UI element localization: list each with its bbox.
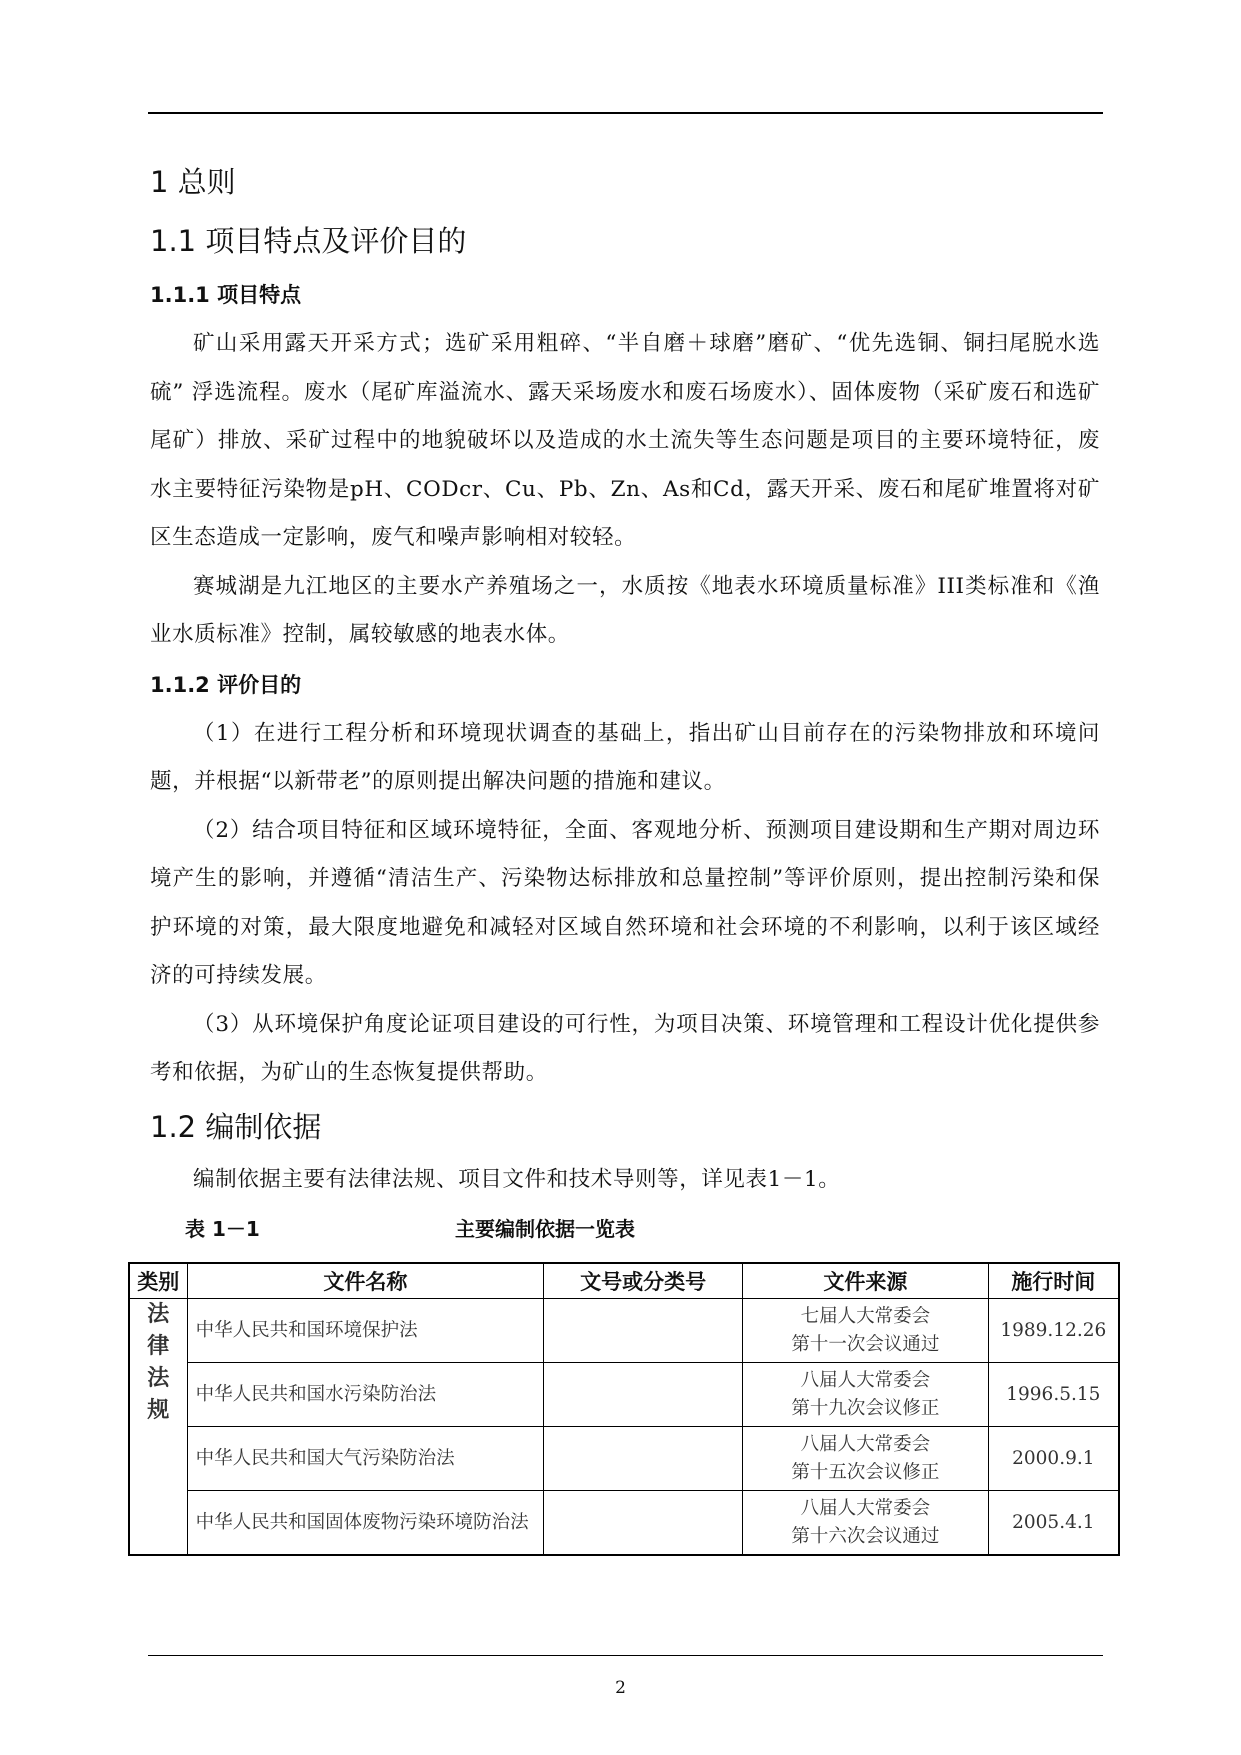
header-source: 文件来源 xyxy=(743,1263,988,1299)
header-rule xyxy=(148,112,1103,114)
section-heading-1-1-2: 1.1.2 评价目的 xyxy=(150,672,302,697)
source-line: 八届人大常委会 xyxy=(800,1369,931,1391)
paragraph-basis-intro: 编制依据主要有法律法规、项目文件和技术导则等，详见表1－1。 xyxy=(193,1166,841,1192)
table-row xyxy=(129,1427,1119,1491)
cell-source xyxy=(743,1491,988,1556)
cell-date: 1996.5.15 xyxy=(988,1363,1119,1427)
paragraph-purpose-3: （3）从环境保护角度论证项目建设的可行性，为项目决策、环境管理和工程设计优化提供参考和依据，为矿山的生态恢复提供帮助。 xyxy=(150,1011,1100,1085)
table-header-row xyxy=(129,1263,1119,1299)
header-effective-date: 施行时间 xyxy=(988,1263,1119,1299)
cell-source xyxy=(743,1363,988,1427)
cell-date: 2005.4.1 xyxy=(988,1491,1119,1556)
cell-file-name: 中华人民共和国环境保护法 xyxy=(187,1299,544,1363)
section-heading-1-1: 1.1 项目特点及评价目的 xyxy=(150,224,467,258)
section-heading-1-2: 1.2 编制依据 xyxy=(150,1109,322,1144)
source-line: 七届人大常委会 xyxy=(800,1305,931,1327)
table-row xyxy=(129,1363,1119,1427)
source-line: 第十一次会议通过 xyxy=(791,1333,940,1355)
footer-rule xyxy=(148,1655,1103,1656)
document-body xyxy=(150,140,1100,1254)
category-cell xyxy=(129,1299,187,1556)
cell-source xyxy=(743,1299,988,1363)
category-char: 法 xyxy=(147,1366,170,1391)
cell-file-name: 中华人民共和国大气污染防治法 xyxy=(187,1427,544,1491)
source-line: 第十九次会议修正 xyxy=(791,1397,940,1419)
source-line: 第十五次会议修正 xyxy=(791,1461,940,1483)
cell-date: 2000.9.1 xyxy=(988,1427,1119,1491)
table-caption-number: 表 1－1 xyxy=(185,1217,260,1241)
category-char: 律 xyxy=(147,1334,170,1359)
header-doc-number: 文号或分类号 xyxy=(544,1263,743,1299)
header-category: 类别 xyxy=(129,1263,187,1299)
table-row xyxy=(129,1299,1119,1363)
table-caption xyxy=(150,1204,1100,1254)
source-line: 第十六次会议通过 xyxy=(791,1525,940,1547)
section-heading-1-1-1: 1.1.1 项目特点 xyxy=(150,283,302,307)
table-caption-title: 主要编制依据一览表 xyxy=(455,1217,635,1241)
table-row xyxy=(129,1491,1119,1556)
paragraph-purpose-2: （2）结合项目特征和区域环境特征，全面、客观地分析、预测项目建设期和生产期对周边环境产生的影响，并遵循“清洁生产、污染物达标排放和总量控制”等评价原则，提出控制污染和保护环境的对策，最大限度地避免和减轻对区域自然环境和社会环境的不利影响，以利于该区域经济的可持续发展。 xyxy=(150,817,1100,988)
cell-doc-number xyxy=(544,1299,743,1363)
cell-doc-number xyxy=(544,1363,743,1427)
source-line: 八届人大常委会 xyxy=(800,1497,931,1519)
source-line: 八届人大常委会 xyxy=(800,1433,931,1455)
page-number: 2 xyxy=(615,1678,626,1698)
cell-file-name: 中华人民共和国水污染防治法 xyxy=(187,1363,544,1427)
section-heading-1: 1 总则 xyxy=(150,165,236,199)
basis-table xyxy=(128,1262,1120,1556)
cell-date: 1989.12.26 xyxy=(988,1299,1119,1363)
cell-doc-number xyxy=(544,1491,743,1556)
paragraph-saicheng-lake: 赛城湖是九江地区的主要水产养殖场之一，水质按《地表水环境质量标准》III类标准和《渔业水质标准》控制，属较敏感的地表水体。 xyxy=(150,573,1100,647)
cell-file-name: 中华人民共和国固体废物污染环境防治法 xyxy=(187,1491,544,1556)
category-char: 规 xyxy=(147,1398,170,1423)
cell-source xyxy=(743,1427,988,1491)
category-char: 法 xyxy=(147,1302,170,1327)
header-file-name: 文件名称 xyxy=(187,1263,544,1299)
cell-doc-number xyxy=(544,1427,743,1491)
paragraph-purpose-1: （1）在进行工程分析和环境现状调查的基础上，指出矿山目前存在的污染物排放和环境问题，并根据“以新带老”的原则提出解决问题的措施和建议。 xyxy=(150,720,1100,794)
paragraph-project-features: 矿山采用露天开采方式；选矿采用粗碎、“半自磨＋球磨”磨矿、“优先选铜、铜扫尾脱水选硫” 浮选流程。废水（尾矿库溢流水、露天采场废水和废石场废水）、固体废物（采矿废石和选矿尾矿）排放、采矿过程中的地貌破坏以及造成的水土流失等生态问题是项目的主要环境特征，废水主要特征污染物是pH、CODcr、Cu、Pb、Zn、As和Cd，露天开采、废石和尾矿堆置将对矿区生态造成一定影响，废气和噪声影响相对较轻。 xyxy=(150,331,1100,550)
